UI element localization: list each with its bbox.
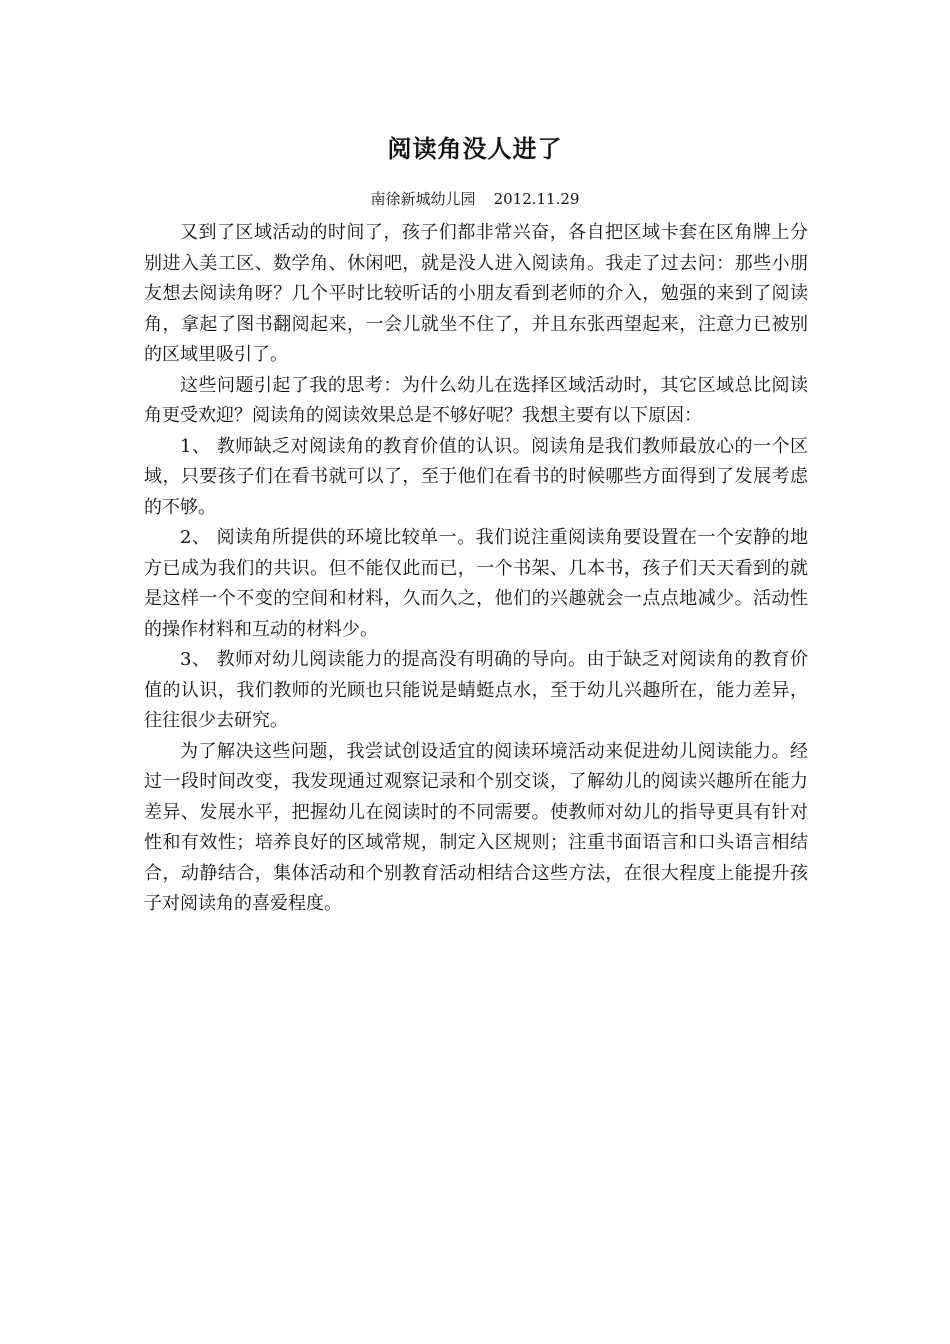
document-title: 阅读角没人进了 — [387, 135, 563, 163]
paragraph-reflection: 这些问题引起了我的思考：为什么幼儿在选择区域活动时，其它区域总比阅读角更受欢迎？阅读角的阅读效果总是不够好呢？我想主要有以下原因： — [144, 374, 808, 426]
byline-date: 2012.11.29 — [493, 190, 580, 208]
paragraph-reason-3: 3、 教师对幼儿阅读能力的提高没有明确的导向。由于缺乏对阅读角的教育价值的认识，我们教师的光顾也只能说是蜻蜓点水，至于幼儿兴趣所在，能力差异，往往很少去研究。 — [144, 649, 808, 731]
paragraph-intro: 又到了区域活动的时间了，孩子们都非常兴奋，各自把区域卡套在区角牌上分别进入美工区、数学角、休闲吧，就是没人进入阅读角。我走了过去问：那些小朋友想去阅读角呀？几个平时比较听话的小朋友看到老师的介入，勉强的来到了阅读角，拿起了图书翻阅起来，一会儿就坐不住了，并且东张西望起来，注意力已被别的区域里吸引了。 — [144, 222, 808, 365]
document-body — [144, 218, 808, 920]
paragraph-reason-1: 1、 教师缺乏对阅读角的教育价值的认识。阅读角是我们教师最放心的一个区域，只要孩子们在看书就可以了，至于他们在看书的时候哪些方面得到了发展考虑的不够。 — [144, 435, 808, 518]
byline-school: 南徐新城幼儿园 — [370, 190, 476, 208]
paragraph-solution: 为了解决这些问题，我尝试创设适宜的阅读环境活动来促进幼儿阅读能力。经过一段时间改变，我发现通过观察记录和个别交谈，了解幼儿的阅读兴趣所在能力差异、发展水平，把握幼儿在阅读时的不同需要。使教师对幼儿的指导更具有针对性和有效性；培养良好的区域常规，制定入区规则；注重书面语言和口头语言相结合，动静结合，集体活动和个别教育活动相结合这些方法，在很大程度上能提升孩子对阅读角的喜爱程度。 — [144, 740, 808, 914]
paragraph-reason-2: 2、 阅读角所提供的环境比较单一。我们说注重阅读角要设置在一个安静的地方已成为我们的共识。但不能仅此而已，一个书架、几本书，孩子们天天看到的就是这样一个不变的空间和材料，久而久之，他们的兴趣就会一点点地减少。活动性的操作材料和互动的材料少。 — [144, 527, 808, 640]
byline — [0, 188, 950, 210]
